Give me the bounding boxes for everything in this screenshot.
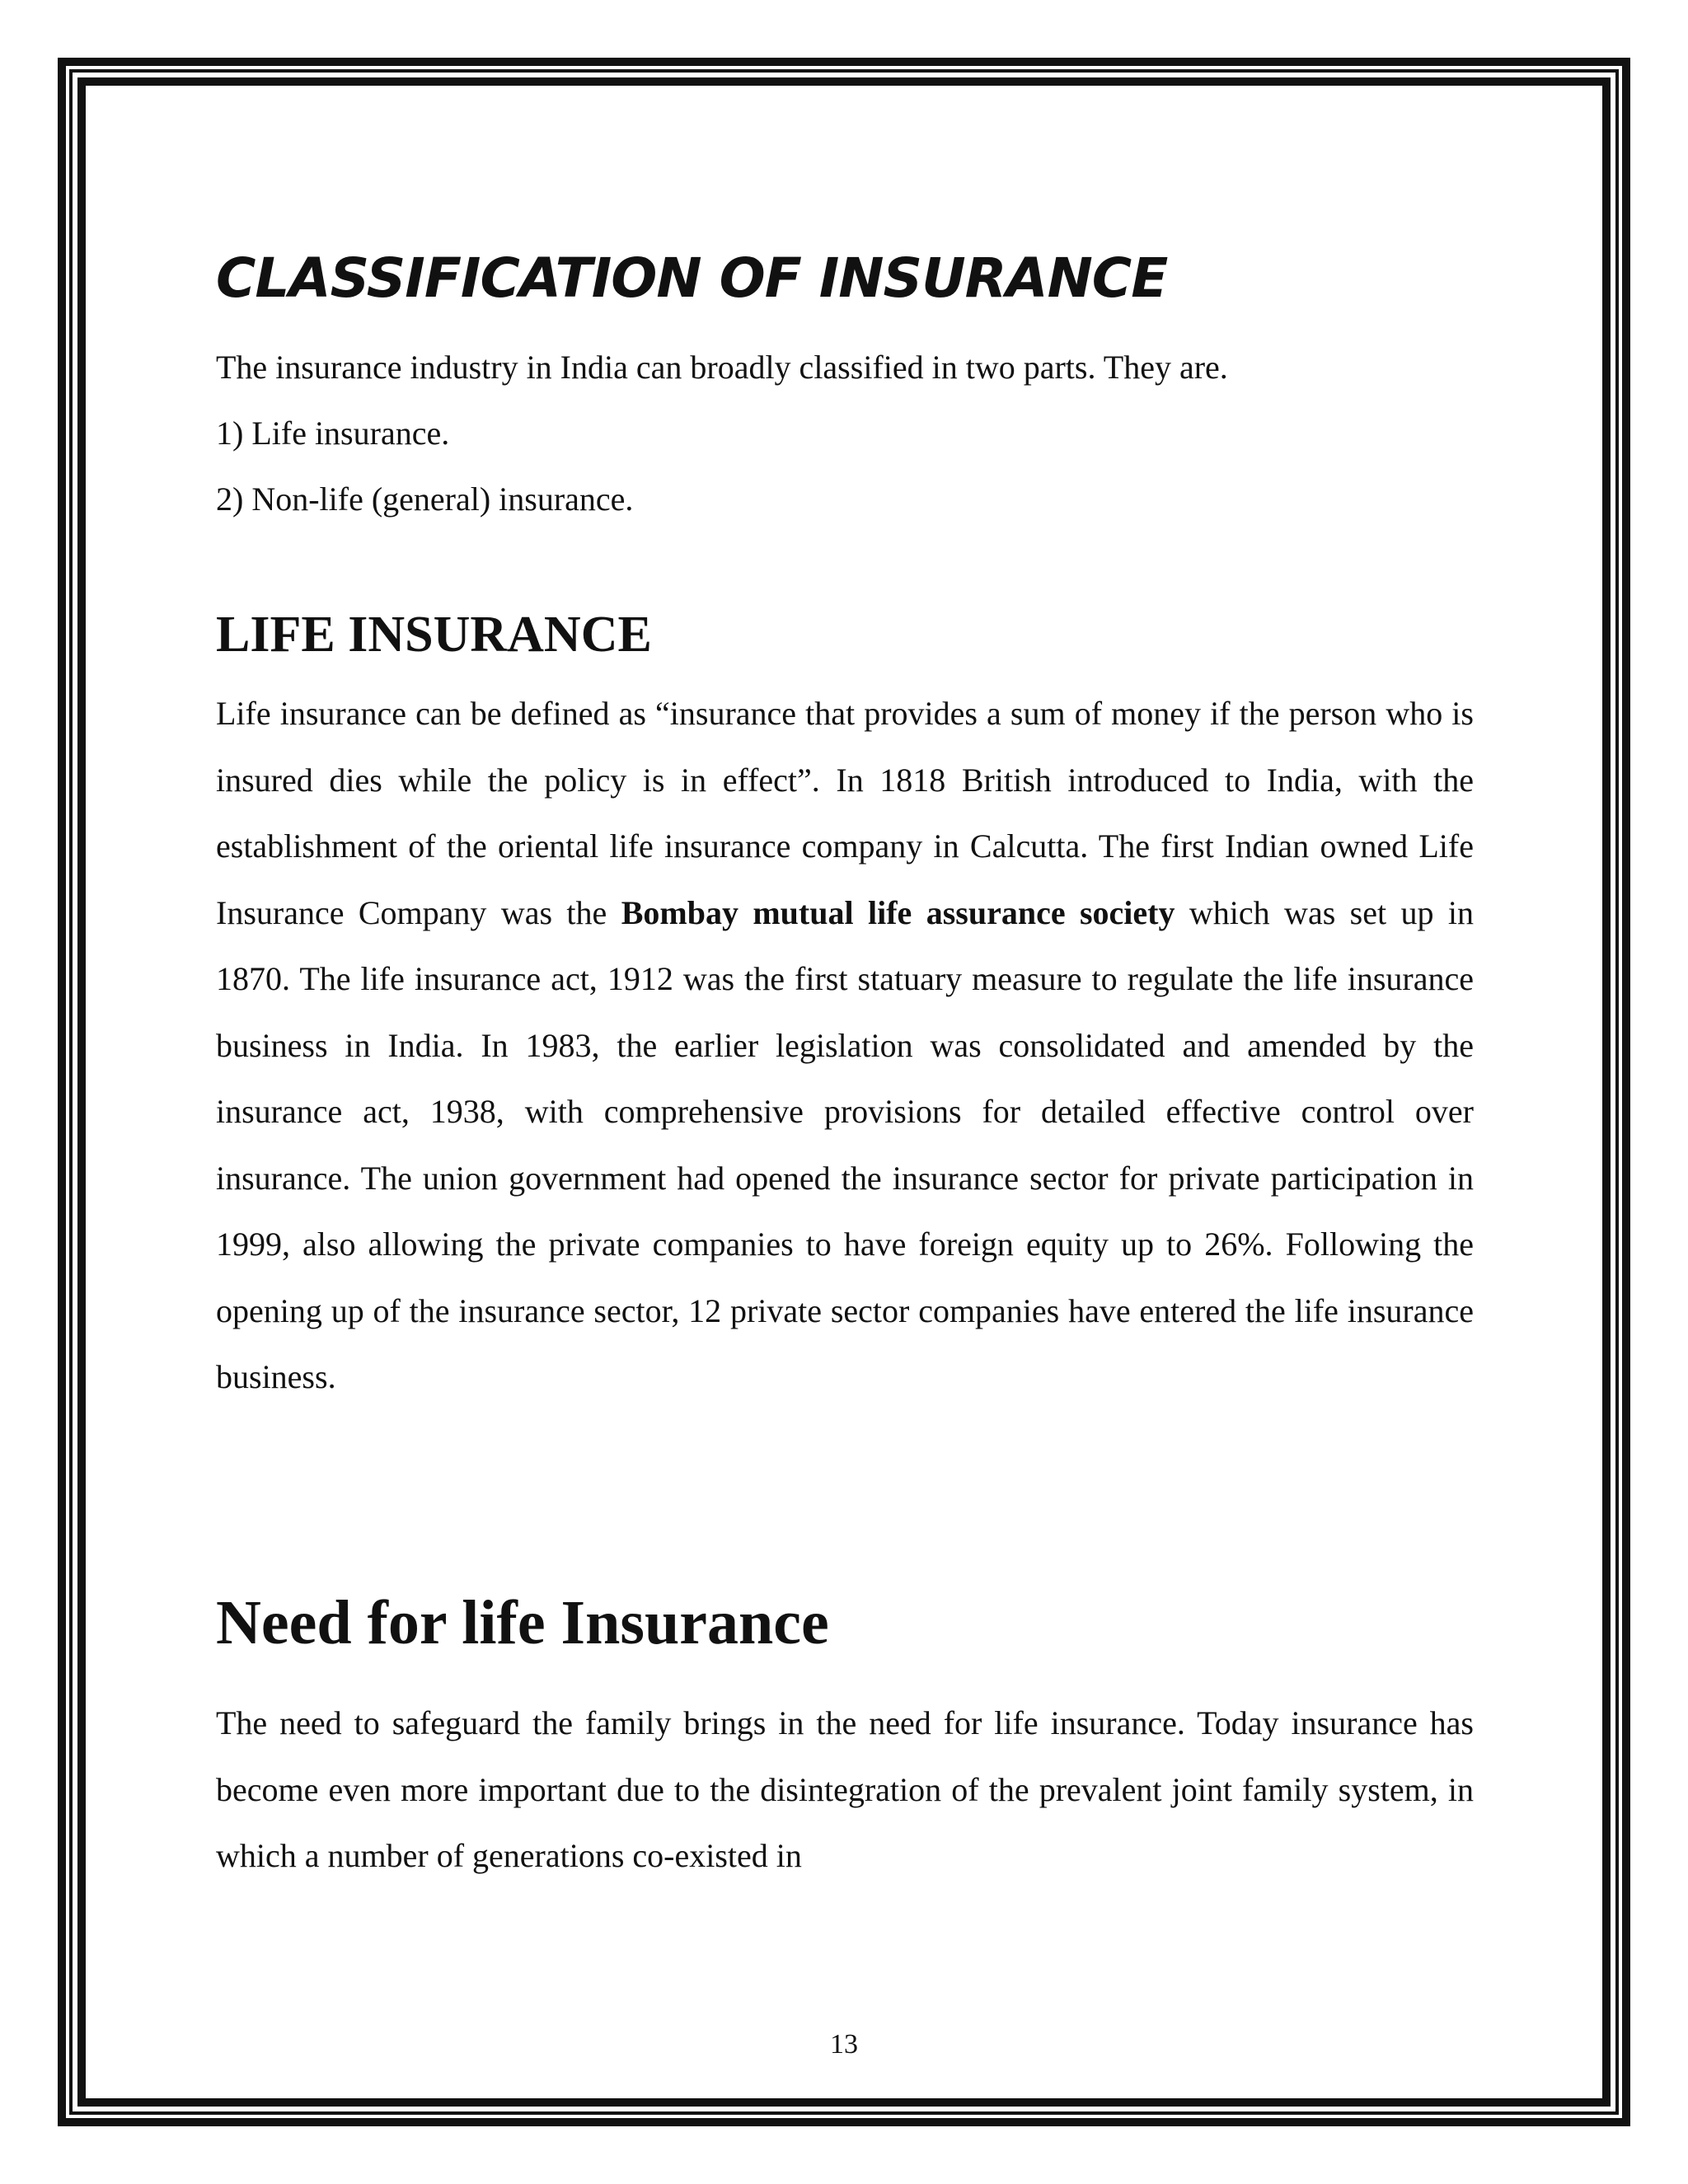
life-insurance-paragraph: [216, 681, 1474, 1411]
list-item-life-insurance: 1) Life insurance.: [216, 414, 450, 452]
main-heading: CLASSIFICATION OF INSURANCE: [216, 246, 1168, 310]
intro-text: The insurance industry in India can broadly classified in two parts. They are.: [216, 348, 1228, 386]
list-item-non-life-insurance: 2) Non-life (general) insurance.: [216, 480, 634, 518]
page-number: 13: [830, 2029, 858, 2060]
bold-company-name: Bombay mutual life assurance society: [621, 893, 1175, 931]
need-paragraph: The need to safeguard the family brings in the need for life insurance. Today insurance has become even more important due to the disintegration of the prevalent joint family system, in which a number of generations co-existed in: [216, 1704, 1474, 1875]
page-content: [216, 247, 1474, 1890]
paragraph-text: Life insurance can be defined as “insurance that provides a sum of money if the person who is insured dies while the policy is in effect”. In 1818 British introduced to India, with the establishment of the oriental life insurance company in Calcutta. The first Indian owned Life Insurance Company was the: [216, 695, 1474, 931]
life-insurance-heading: LIFE INSURANCE: [216, 606, 652, 663]
paragraph-text: which was set up in 1870. The life insurance act, 1912 was the first statuary measure to regulate the life insurance business in India. In 1983, the earlier legislation was consolidated and amended by the insurance act, 1938, with comprehensive provisions for detailed effective control over insurance. The union government had opened the insurance sector for private participation in 1999, also allowing the private companies to have foreign equity up to 26%. Following the opening up of the insurance sector, 12 private sector companies have entered the life insurance business.: [216, 893, 1475, 1396]
need-for-life-insurance-heading: Need for life Insurance: [216, 1587, 829, 1657]
